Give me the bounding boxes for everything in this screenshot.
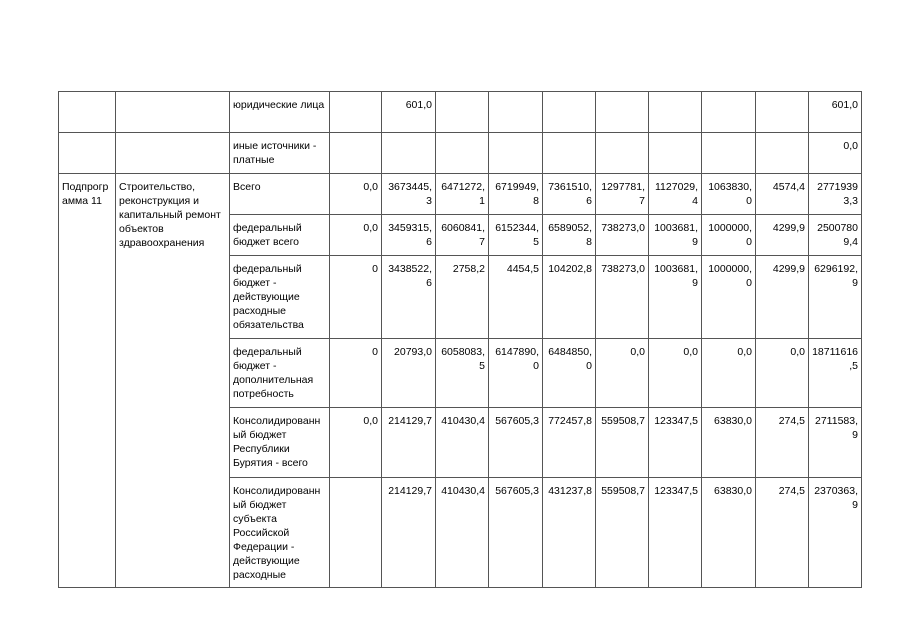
- value-cell: 1000000,0: [702, 256, 756, 339]
- value-cell: 2758,2: [436, 256, 489, 339]
- subprogram-name-cell: [116, 92, 230, 133]
- source-label: федеральный бюджет - дополнительная потребность: [230, 339, 330, 408]
- total-cell: 25007809,4: [809, 215, 862, 256]
- value-cell: 4574,4: [756, 174, 809, 215]
- value-cell: [489, 133, 543, 174]
- total-cell: 0,0: [809, 133, 862, 174]
- value-cell: [436, 92, 489, 133]
- total-cell: 6296192,9: [809, 256, 862, 339]
- value-cell: 410430,4: [436, 478, 489, 588]
- value-cell: [596, 133, 649, 174]
- value-cell: 6484850,0: [543, 339, 596, 408]
- value-cell: 559508,7: [596, 408, 649, 478]
- value-cell: 1127029,4: [649, 174, 702, 215]
- value-cell: 0,0: [756, 339, 809, 408]
- value-cell: [543, 133, 596, 174]
- value-cell: 123347,5: [649, 478, 702, 588]
- subprogram-name: Строительство, реконструкция и капитальный ремонт объектов здравоохранения: [116, 174, 230, 588]
- table-row: [59, 174, 862, 215]
- value-cell: 4299,9: [756, 256, 809, 339]
- value-cell: [330, 92, 382, 133]
- value-cell: 104202,8: [543, 256, 596, 339]
- source-label: федеральный бюджет - действующие расходные обязательства: [230, 256, 330, 339]
- value-cell: 431237,8: [543, 478, 596, 588]
- value-cell: 274,5: [756, 408, 809, 478]
- value-cell: [330, 478, 382, 588]
- total-cell: 2711583,9: [809, 408, 862, 478]
- value-cell: 0: [330, 339, 382, 408]
- value-cell: [382, 133, 436, 174]
- value-cell: [756, 92, 809, 133]
- value-cell: 63830,0: [702, 478, 756, 588]
- value-cell: 6589052,8: [543, 215, 596, 256]
- value-cell: [702, 133, 756, 174]
- value-cell: 7361510,6: [543, 174, 596, 215]
- value-cell: 1063830,0: [702, 174, 756, 215]
- source-label: Консолидированный бюджет субъекта Российской Федерации - действующие расходные: [230, 478, 330, 588]
- source-label: федеральный бюджет всего: [230, 215, 330, 256]
- source-label: Консолидированный бюджет Республики Бурятия - всего: [230, 408, 330, 478]
- total-cell: 18711616,5: [809, 339, 862, 408]
- value-cell: 214129,7: [382, 408, 436, 478]
- value-cell: 6060841,7: [436, 215, 489, 256]
- value-cell: 0: [330, 256, 382, 339]
- value-cell: 214129,7: [382, 478, 436, 588]
- total-cell: 2370363,9: [809, 478, 862, 588]
- table-row: [59, 133, 862, 174]
- value-cell: [436, 133, 489, 174]
- value-cell: 559508,7: [596, 478, 649, 588]
- value-cell: [596, 92, 649, 133]
- value-cell: [649, 133, 702, 174]
- value-cell: [702, 92, 756, 133]
- value-cell: 3459315,6: [382, 215, 436, 256]
- value-cell: 6471272,1: [436, 174, 489, 215]
- value-cell: 6147890,0: [489, 339, 543, 408]
- value-cell: 410430,4: [436, 408, 489, 478]
- table-row: [59, 92, 862, 133]
- value-cell: 1000000,0: [702, 215, 756, 256]
- value-cell: 0,0: [596, 339, 649, 408]
- source-label: юридические лица: [230, 92, 330, 133]
- value-cell: [543, 92, 596, 133]
- value-cell: 3438522,6: [382, 256, 436, 339]
- value-cell: 123347,5: [649, 408, 702, 478]
- value-cell: 4454,5: [489, 256, 543, 339]
- value-cell: 738273,0: [596, 256, 649, 339]
- value-cell: 567605,3: [489, 478, 543, 588]
- value-cell: [330, 133, 382, 174]
- value-cell: 20793,0: [382, 339, 436, 408]
- total-cell: 601,0: [809, 92, 862, 133]
- value-cell: [489, 92, 543, 133]
- subprogram-code-cell: [59, 92, 116, 133]
- value-cell: 274,5: [756, 478, 809, 588]
- value-cell: [756, 133, 809, 174]
- value-cell: 772457,8: [543, 408, 596, 478]
- value-cell: 738273,0: [596, 215, 649, 256]
- value-cell: 63830,0: [702, 408, 756, 478]
- value-cell: 0,0: [330, 215, 382, 256]
- value-cell: 1297781,7: [596, 174, 649, 215]
- budget-table: [58, 91, 862, 588]
- value-cell: 0,0: [649, 339, 702, 408]
- value-cell: 567605,3: [489, 408, 543, 478]
- value-cell: 1003681,9: [649, 215, 702, 256]
- value-cell: 1003681,9: [649, 256, 702, 339]
- value-cell: [649, 92, 702, 133]
- value-cell: 6719949,8: [489, 174, 543, 215]
- subprogram-code: Подпрограмма 11: [59, 174, 116, 588]
- value-cell: 0,0: [330, 174, 382, 215]
- subprogram-name-cell: [116, 133, 230, 174]
- value-cell: 6152344,5: [489, 215, 543, 256]
- subprogram-code-cell: [59, 133, 116, 174]
- value-cell: 3673445,3: [382, 174, 436, 215]
- source-label: Всего: [230, 174, 330, 215]
- value-cell: 601,0: [382, 92, 436, 133]
- value-cell: 6058083,5: [436, 339, 489, 408]
- source-label: иные источники - платные: [230, 133, 330, 174]
- value-cell: 0,0: [330, 408, 382, 478]
- total-cell: 27719393,3: [809, 174, 862, 215]
- value-cell: 4299,9: [756, 215, 809, 256]
- value-cell: 0,0: [702, 339, 756, 408]
